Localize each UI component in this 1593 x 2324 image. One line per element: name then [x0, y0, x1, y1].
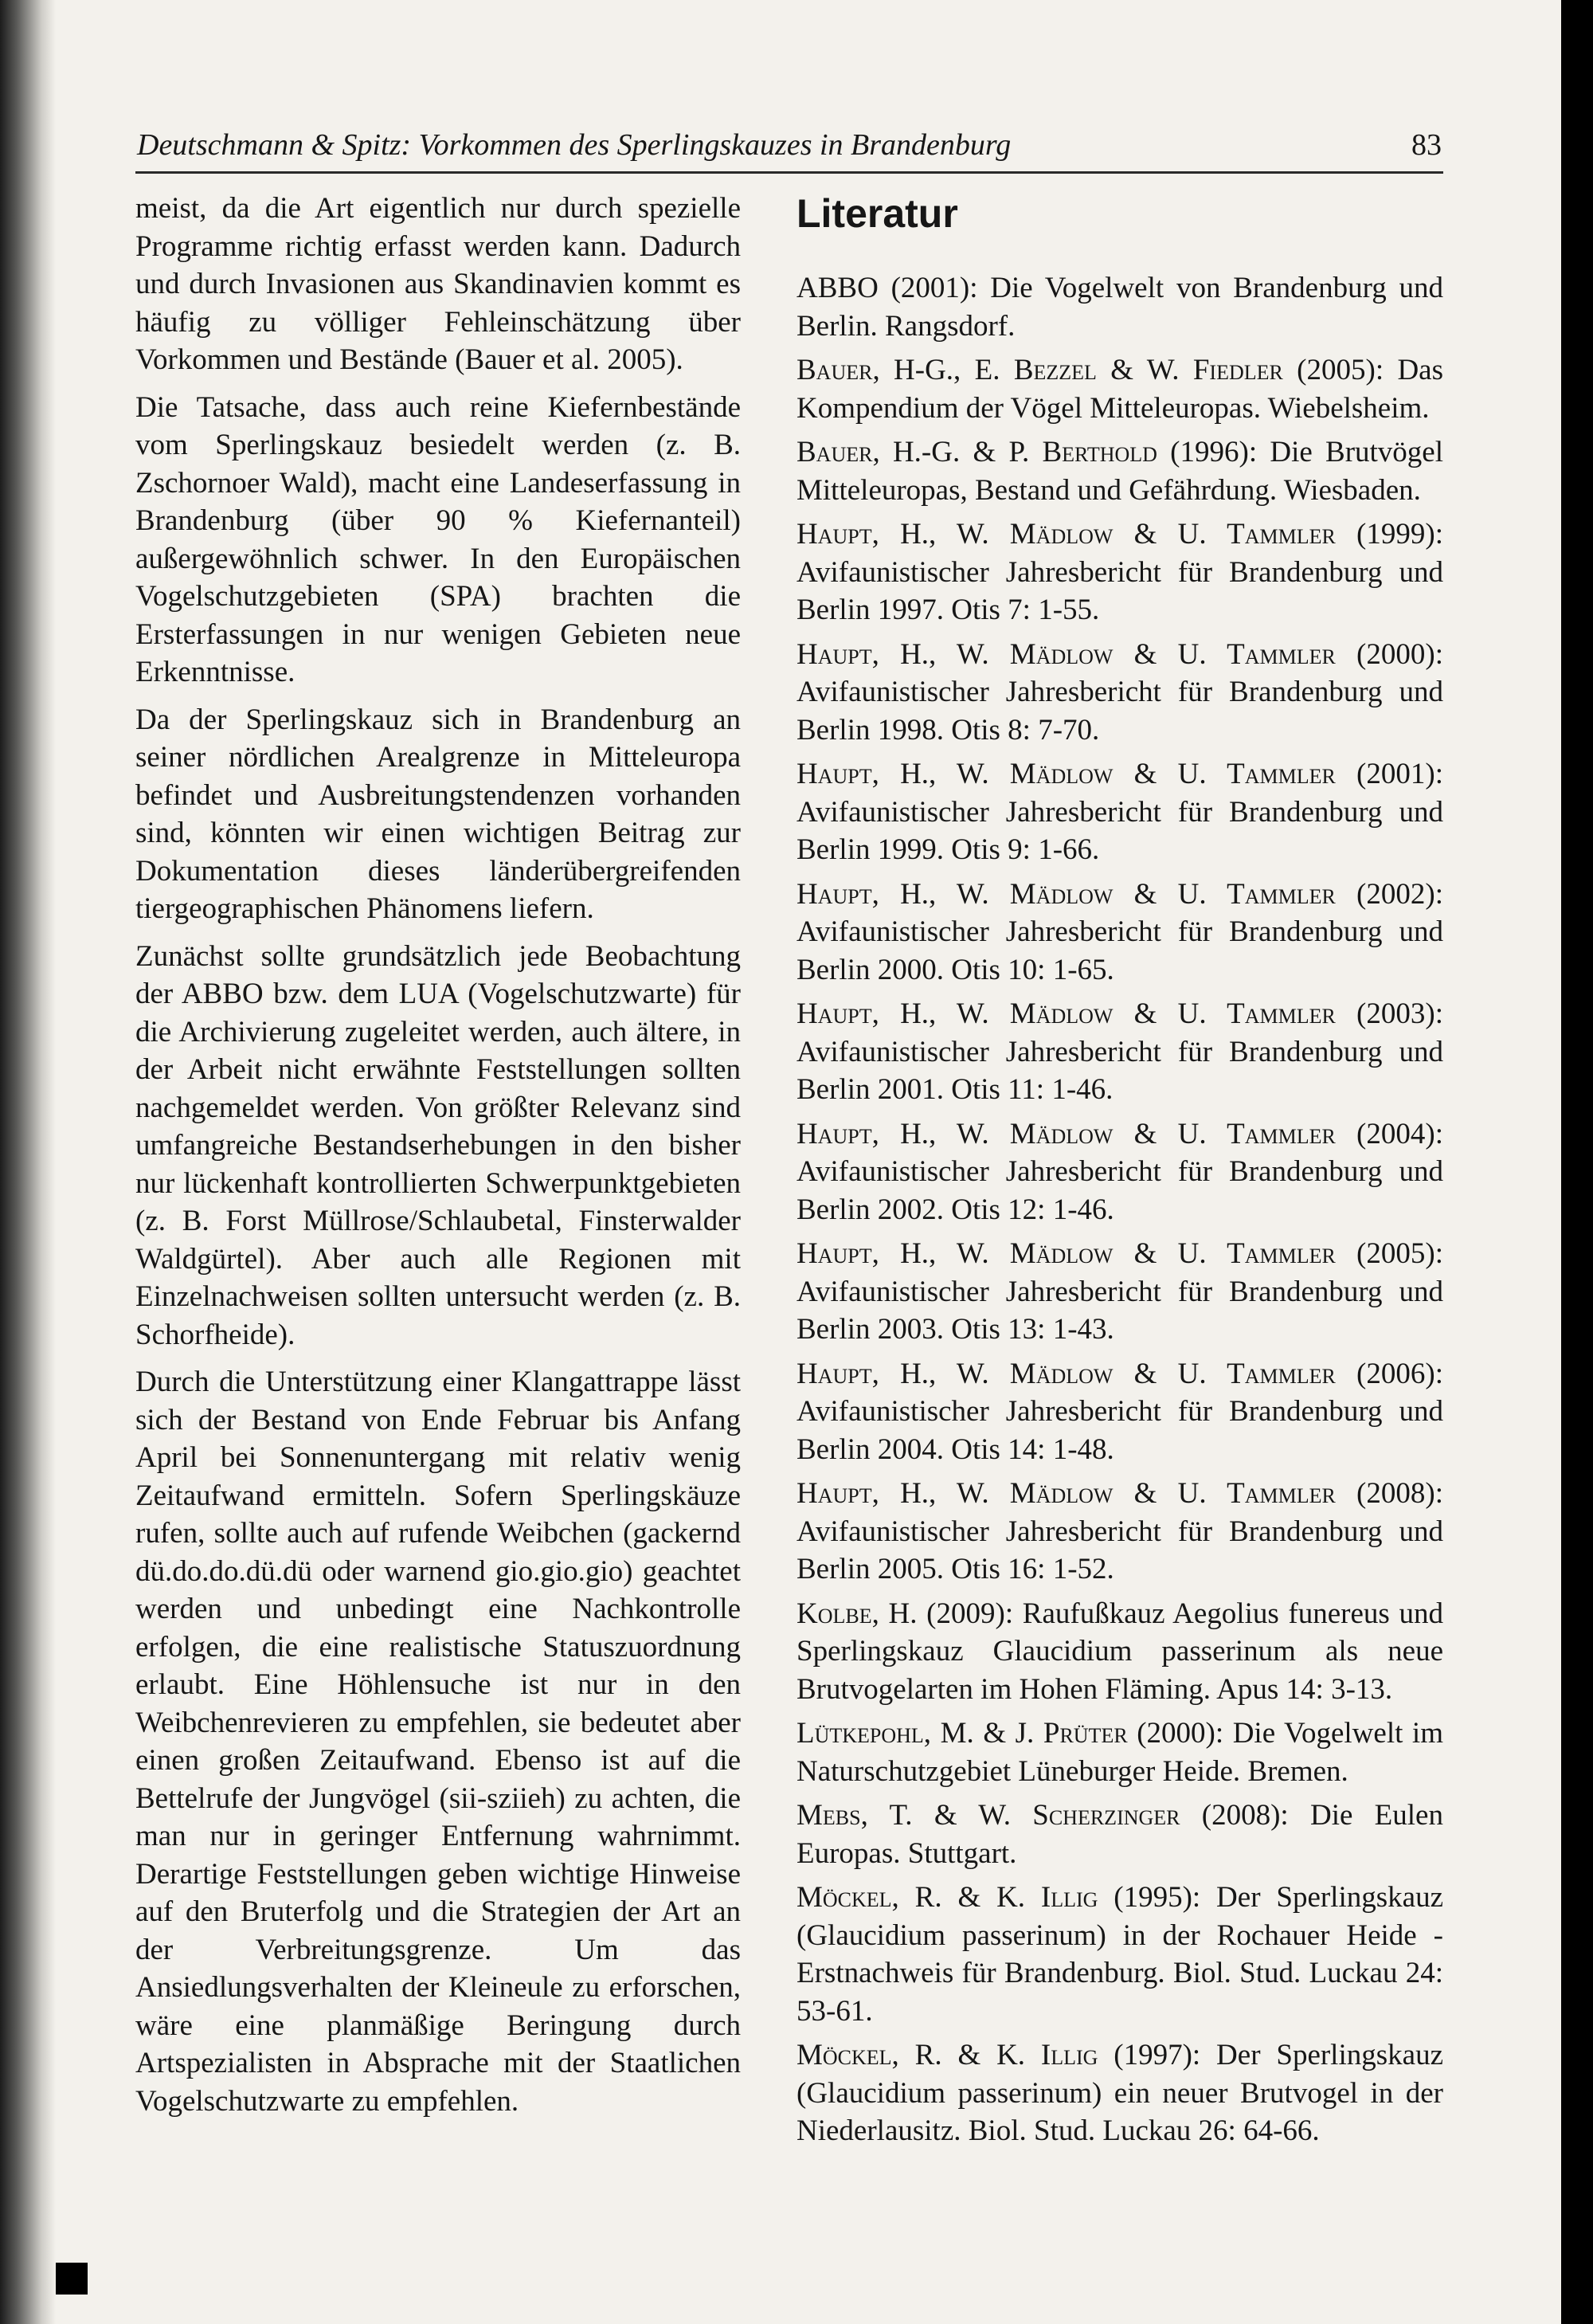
paragraph: Durch die Unterstützung einer Klangattrappe lässt sich der Bestand von Ende Februar bis Anfang April bei Sonnenuntergang mit relativ wenig Zeitaufwand ermitteln. Sofern Sperlingskäuze rufen, sollte auch auf rufende Weibchen (gackernd dü.do.do.dü.dü oder warnend gio.gio.gio) geachtet werden und unbedingt eine Nachkontrolle erfolgen, die eine realistische Statuszuordnung erlaubt. Eine Höhlensuche ist nur in den Weibchenrevieren zu empfehlen, sie bedeutet aber einen großen Zeitaufwand. Ebenso ist auf die Bettelrufe der Jungvögel (sii-sziieh) zu achten, die man nur in geringer Entfernung wahrnimmt. Derartige Feststellungen geben wichtige Hinweise auf den Bruterfolg und die Strategien der Art an der Verbreitungsgrenze. Um das Ansiedlungsverhalten der Kleineule zu erforschen, wäre eine planmäßige Beringung durch Artspezialisten in Absprache mit der Staatlichen Vogelschutzwarte zu empfehlen. [135, 1366, 741, 2118]
reference-authors: Möckel, R. & K. Illig [796, 1881, 1098, 1914]
reference-text: (2004): Avifaunistischer Jahresbericht für Brandenburg und Berlin 2002. Otis 12: 1-46. [796, 1117, 1443, 1226]
reference-text: (1997): Der Sperlingskauz (Glaucidium passerinum) ein neuer Brutvogel in der Niederlausitz. Biol. Stud. Luckau 26: 64-66. [796, 2039, 1443, 2147]
reference-authors: Haupt, H., W. Mädlow & U. Tammler [796, 1117, 1336, 1150]
reference-entry [796, 351, 1443, 427]
paragraph: meist, da die Art eigentlich nur durch spezielle Programme richtig erfasst werden kann. Dadurch und durch Invasionen aus Skandinavien kommt es häufig zu völliger Fehleinschätzung über Vorkommen und Bestände (Bauer et al. 2005). [135, 192, 741, 376]
reference-entry [796, 1115, 1443, 1229]
reference-entry [796, 1595, 1443, 1709]
reference-entry [796, 515, 1443, 629]
reference-text: (2009): Raufußkauz Aegolius funereus und Sperlingskauz Glaucidium passerinum als neue Brutvogelarten im Hohen Fläming. Apus 14: 3-13. [796, 1597, 1443, 1706]
reference-entry [796, 755, 1443, 869]
reference-text: (2002): Avifaunistischer Jahresbericht für Brandenburg und Berlin 2000. Otis 10: 1-65. [796, 877, 1443, 986]
reference-text: (2003): Avifaunistischer Jahresbericht für Brandenburg und Berlin 2001. Otis 11: 1-46. [796, 997, 1443, 1106]
reference-authors: Möckel, R. & K. Illig [796, 2039, 1098, 2071]
reference-authors: Haupt, H., W. Mädlow & U. Tammler [796, 1237, 1336, 1270]
reference-entry [796, 269, 1443, 345]
reference-authors: Bauer, H-G., E. Bezzel & W. Fiedler [796, 354, 1283, 386]
reference-authors: Bauer, H.-G. & P. Berthold [796, 436, 1157, 468]
running-title: Deutschmann & Spitz: Vorkommen des Sperlingskauzes in Brandenburg [137, 128, 1012, 162]
reference-authors: Haupt, H., W. Mädlow & U. Tammler [796, 758, 1336, 790]
reference-list [796, 269, 1443, 2150]
header-rule [135, 171, 1443, 174]
reference-entry [796, 636, 1443, 750]
paragraph: Da der Sperlingskauz sich in Brandenburg an seiner nördlichen Arealgrenze in Mitteleuropa befindet und Ausbreitungstendenzen vorhanden sind, könnten wir einen wichtigen Beitrag zur Dokumentation dieses länderübergreifenden tiergeographischen Phänomens liefern. [135, 703, 741, 925]
reference-authors: Mebs, T. & W. Scherzinger [796, 1799, 1180, 1832]
paragraph: Die Tatsache, dass auch reine Kiefernbestände vom Sperlingskauz besiedelt werden (z. B. Zschornoer Wald), macht eine Landeserfassung in Brandenburg (über 90 % Kiefernanteil) außergewöhnlich schwer. In den Europäischen Vogelschutzgebieten (SPA) brachten die Ersterfassungen in nur wenigen Gebieten neue Erkenntnisse. [135, 390, 741, 688]
reference-text: ABBO (2001): Die Vogelwelt von Brandenburg und Berlin. Rangsdorf. [796, 272, 1443, 343]
scan-corner-mark [56, 2263, 88, 2295]
book-spine-shadow [0, 0, 56, 2324]
page-number: 83 [1411, 128, 1442, 162]
reference-authors: Haupt, H., W. Mädlow & U. Tammler [796, 997, 1336, 1030]
reference-authors: Haupt, H., W. Mädlow & U. Tammler [796, 1477, 1336, 1510]
reference-entry [796, 1715, 1443, 1790]
reference-entry [796, 1235, 1443, 1349]
reference-entry [796, 433, 1443, 509]
reference-entry [796, 1797, 1443, 1872]
reference-authors: Haupt, H., W. Mädlow & U. Tammler [796, 1357, 1336, 1390]
right-column [796, 190, 1443, 2157]
reference-text: (2005): Avifaunistischer Jahresbericht für Brandenburg und Berlin 2003. Otis 13: 1-43. [796, 1237, 1443, 1346]
reference-text: (1996): Die Brutvögel Mitteleuropas, Bestand und Gefährdung. Wiesbaden. [796, 436, 1443, 507]
reference-entry [796, 2036, 1443, 2150]
reference-text: (2008): Avifaunistischer Jahresbericht für Brandenburg und Berlin 2005. Otis 16: 1-52. [796, 1477, 1443, 1585]
reference-authors: Kolbe, H. [796, 1597, 918, 1630]
reference-text: (2001): Avifaunistischer Jahresbericht für Brandenburg und Berlin 1999. Otis 9: 1-66. [796, 758, 1443, 866]
left-column [135, 190, 741, 2130]
reference-text: (1995): Der Sperlingskauz (Glaucidium passerinum) in der Rochauer Heide - Erstnachweis für Brandenburg. Biol. Stud. Luckau 24: 53-61. [796, 1881, 1443, 2028]
reference-entry [796, 1879, 1443, 2030]
reference-text: (2006): Avifaunistischer Jahresbericht für Brandenburg und Berlin 2004. Otis 14: 1-48. [796, 1357, 1443, 1466]
literature-heading: Literatur [796, 191, 958, 236]
reference-text: (2000): Avifaunistischer Jahresbericht für Brandenburg und Berlin 1998. Otis 8: 7-70. [796, 637, 1443, 747]
reference-text: (2008): Die Eulen Europas. Stuttgart. [796, 1799, 1443, 1870]
reference-text: (2005): Das Kompendium der Vögel Mitteleuropas. Wiebelsheim. [796, 354, 1443, 425]
reference-entry [796, 995, 1443, 1109]
reference-text: (2000): Die Vogelwelt im Naturschutzgebiet Lüneburger Heide. Bremen. [796, 1717, 1443, 1788]
reference-entry [796, 876, 1443, 990]
reference-authors: Haupt, H., W. Mädlow & U. Tammler [796, 637, 1336, 671]
reference-authors: Haupt, H., W. Mädlow & U. Tammler [796, 877, 1336, 911]
reference-authors: Haupt, H., W. Mädlow & U. Tammler [796, 518, 1336, 551]
paragraph: Zunächst sollte grundsätzlich jede Beobachtung der ABBO bzw. dem LUA (Vogelschutzwarte) für die Archivierung zugeleitet werden, auch ältere, in der Arbeit nicht erwähnte Feststellungen sollten nachgemeldet werden. Von größter Relevanz sind umfangreiche Bestandserhebungen in den bisher nur lückenhaft kontrollierten Schwerpunktgebieten (z. B. Forst Müllrose/Schlaubetal, Finsterwalder Waldgürtel). Aber auch alle Regionen mit Einzelnachweisen sollten untersucht werden (z. B. Schorfheide). [135, 939, 741, 1351]
reference-entry [796, 1355, 1443, 1469]
reference-entry [796, 1475, 1443, 1589]
reference-text: (1999): Avifaunistischer Jahresbericht für Brandenburg und Berlin 1997. Otis 7: 1-55. [796, 518, 1443, 626]
reference-authors: Lütkepohl, M. & J. Prüter [796, 1717, 1128, 1750]
